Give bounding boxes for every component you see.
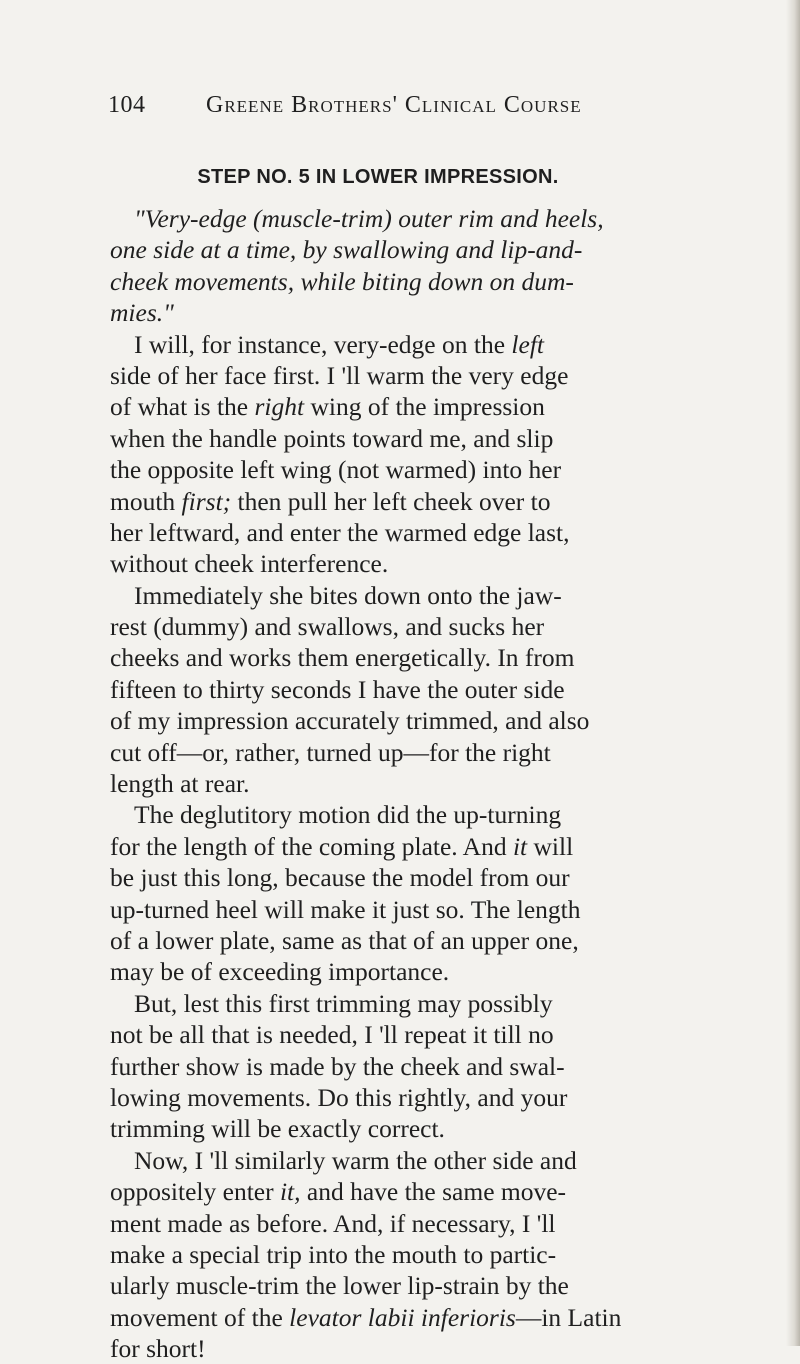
text-span: But, lest this first trimming may possibly [134, 988, 553, 1018]
body-text [110, 203, 730, 1364]
text-line [110, 1176, 730, 1207]
text-span: when the handle points toward me, and slip [110, 423, 554, 453]
page-edge-shadow [786, 0, 800, 1346]
text-line [110, 862, 730, 893]
text-line [110, 956, 730, 987]
text-line [110, 611, 730, 642]
italic-text-span: it [512, 831, 528, 861]
text-span: ment made as before. And, if necessary, I 'll [110, 1208, 556, 1238]
text-line [110, 1113, 730, 1144]
text-span: Immediately she bites down onto the jaw- [134, 580, 562, 610]
text-line [110, 234, 730, 265]
text-line [110, 1333, 730, 1364]
text-span: movement of the [110, 1302, 290, 1332]
text-span: up-turned heel will make it just so. The length [110, 894, 581, 924]
text-span: —in Latin [515, 1302, 622, 1332]
text-span: for the length of the coming plate. And [110, 831, 513, 861]
text-span: ularly muscle-trim the lower lip-strain by the [110, 1271, 569, 1301]
text-line [110, 642, 730, 673]
text-span: cut off—or, rather, turned up—for the right [110, 737, 551, 767]
text-line [110, 1270, 730, 1301]
text-line [110, 1239, 730, 1270]
text-line [110, 203, 730, 234]
text-span: rest (dummy) and swallows, and sucks her [110, 612, 545, 642]
text-span: length at rear. [110, 769, 250, 799]
italic-text-span: left [511, 329, 544, 359]
text-line [110, 768, 730, 799]
text-span: trimming will be exactly correct. [110, 1114, 445, 1144]
text-line [110, 297, 730, 328]
text-span: mouth [110, 486, 182, 516]
text-line [110, 580, 730, 611]
page-number: 104 [108, 92, 146, 118]
text-line [110, 548, 730, 579]
text-span: oppositely enter [110, 1177, 280, 1207]
text-span: be just this long, because the model from our [110, 863, 570, 893]
text-line [110, 988, 730, 1019]
italic-text-span: first; [181, 486, 232, 516]
text-span: make a special trip into the mouth to partic- [110, 1239, 557, 1269]
text-span: lowing movements. Do this rightly, and your [110, 1082, 568, 1112]
text-span: wing of the impression [304, 392, 545, 422]
text-span: the opposite left wing (not warmed) into her [110, 455, 562, 485]
running-head-title: Greene Brothers' Clinical Course [206, 92, 582, 118]
text-span: and have the same move- [300, 1177, 567, 1207]
text-span: I will, for instance, very-edge on the [134, 329, 512, 359]
text-span: will [527, 831, 574, 861]
text-span: of my impression accurately trimmed, and also [110, 706, 590, 736]
text-span: fifteen to thirty seconds I have the outer side [110, 674, 565, 704]
text-span: Now, I 'll similarly warm the other side and [134, 1145, 577, 1175]
italic-text-span: "Very-edge (muscle-trim) outer rim and heels, [134, 204, 604, 233]
text-span: side of her face first. I 'll warm the very edge [110, 360, 569, 390]
text-line [110, 1208, 730, 1239]
text-span: may be of exceeding importance. [110, 957, 450, 987]
text-span: of a lower plate, same as that of an upper one, [110, 925, 579, 955]
text-span: of what is the [110, 392, 255, 422]
text-line [110, 925, 730, 956]
text-line [110, 1145, 730, 1176]
text-line [110, 674, 730, 705]
italic-text-span: levator labii inferioris [289, 1302, 516, 1332]
text-span: The deglutitory motion did the up-turning [134, 800, 562, 830]
text-line [110, 1051, 730, 1082]
text-span: for short! [110, 1334, 206, 1364]
text-line [110, 705, 730, 736]
italic-text-span: mies." [110, 298, 174, 328]
text-line [110, 329, 730, 360]
text-span: further show is made by the cheek and swal- [110, 1051, 565, 1081]
text-line [110, 1082, 730, 1113]
text-line [110, 1302, 730, 1333]
running-head [108, 92, 748, 119]
italic-text-span: cheek movements, while biting down on dum- [110, 266, 574, 296]
text-span: then pull her left cheek over to [231, 486, 551, 516]
text-span: her leftward, and enter the warmed edge last, [110, 517, 570, 547]
text-line [110, 486, 730, 517]
text-line [110, 517, 730, 548]
text-line [110, 831, 730, 862]
text-span: without cheek interference. [110, 549, 389, 579]
text-line [110, 266, 730, 297]
section-heading: STEP NO. 5 IN LOWER IMPRESSION. [197, 166, 559, 188]
text-line [110, 799, 730, 830]
text-line [110, 360, 730, 391]
italic-text-span: right [254, 392, 305, 422]
text-line [110, 894, 730, 925]
text-line [110, 423, 730, 454]
italic-text-span: it, [279, 1177, 301, 1207]
italic-text-span: one side at a time, by swallowing and lip-and- [110, 235, 583, 265]
text-line [110, 1019, 730, 1050]
text-line [110, 391, 730, 422]
text-span: not be all that is needed, I 'll repeat it till no [110, 1020, 554, 1050]
text-span: cheeks and works them energetically. In from [110, 643, 575, 673]
text-line [110, 454, 730, 485]
text-line [110, 737, 730, 768]
